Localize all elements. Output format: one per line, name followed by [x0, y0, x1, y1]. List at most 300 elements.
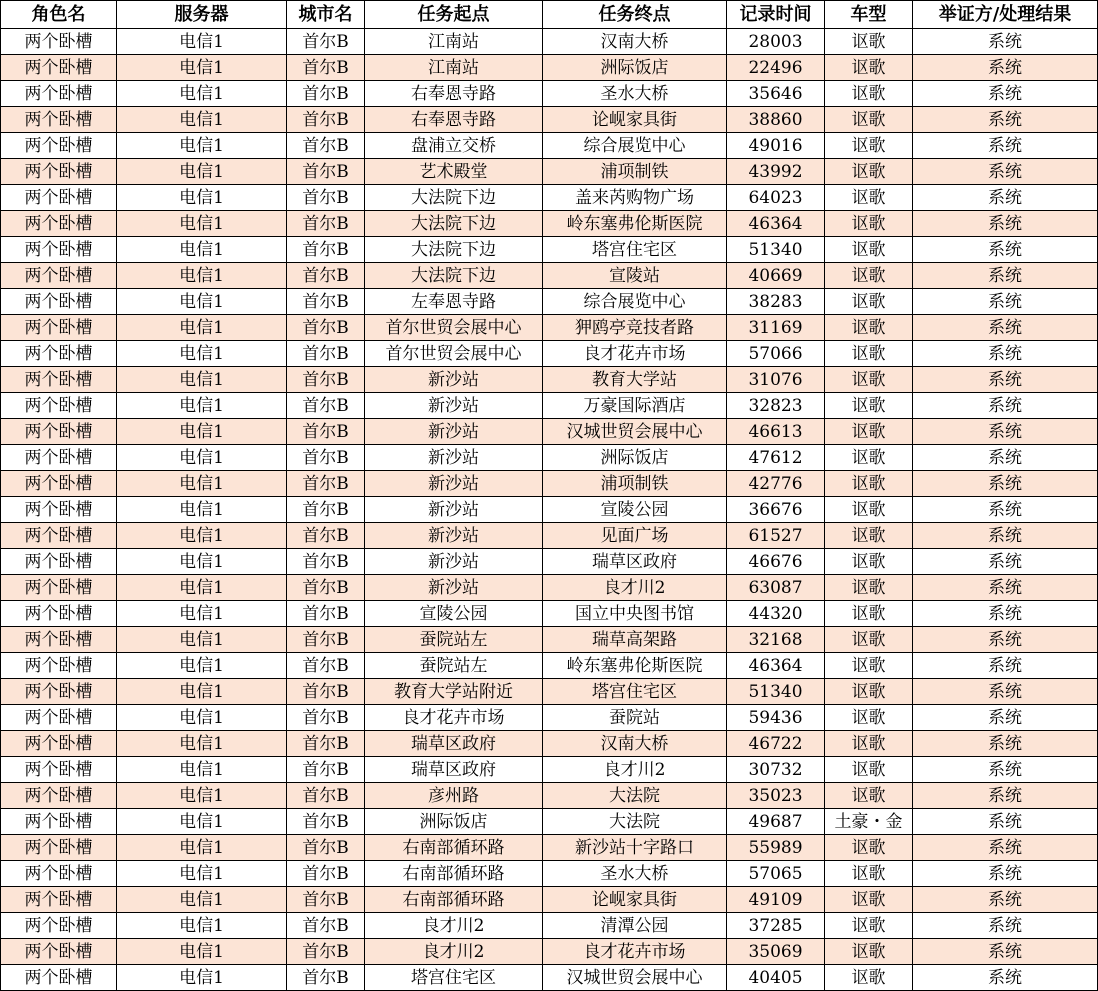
- cell-vehicle[interactable]: 讴歌: [825, 393, 913, 419]
- cell-record-time[interactable]: 38860: [727, 107, 825, 133]
- cell-vehicle[interactable]: 讴歌: [825, 367, 913, 393]
- table-row[interactable]: [1, 471, 1098, 497]
- col-header-start[interactable]: 任务起点: [365, 1, 543, 29]
- cell-role-name[interactable]: 两个卧槽: [1, 315, 117, 341]
- cell-vehicle[interactable]: 讴歌: [825, 679, 913, 705]
- cell-result[interactable]: 系统: [913, 783, 1098, 809]
- cell-server[interactable]: 电信1: [117, 705, 287, 731]
- cell-vehicle[interactable]: 讴歌: [825, 289, 913, 315]
- cell-result[interactable]: 系统: [913, 29, 1098, 55]
- cell-vehicle[interactable]: 讴歌: [825, 445, 913, 471]
- table-row[interactable]: [1, 445, 1098, 471]
- cell-vehicle[interactable]: 讴歌: [825, 497, 913, 523]
- cell-start[interactable]: 新沙站: [365, 575, 543, 601]
- cell-record-time[interactable]: 49109: [727, 887, 825, 913]
- cell-role-name[interactable]: 两个卧槽: [1, 159, 117, 185]
- cell-record-time[interactable]: 40405: [727, 965, 825, 991]
- cell-city[interactable]: 首尔B: [287, 965, 365, 991]
- cell-record-time[interactable]: 35069: [727, 939, 825, 965]
- cell-server[interactable]: 电信1: [117, 757, 287, 783]
- cell-start[interactable]: 良才川2: [365, 939, 543, 965]
- cell-role-name[interactable]: 两个卧槽: [1, 497, 117, 523]
- cell-role-name[interactable]: 两个卧槽: [1, 263, 117, 289]
- cell-start[interactable]: 新沙站: [365, 393, 543, 419]
- cell-result[interactable]: 系统: [913, 445, 1098, 471]
- cell-end[interactable]: 见面广场: [543, 523, 727, 549]
- cell-server[interactable]: 电信1: [117, 497, 287, 523]
- cell-end[interactable]: 新沙站十字路口: [543, 835, 727, 861]
- cell-start[interactable]: 蚕院站左: [365, 627, 543, 653]
- table-row[interactable]: [1, 237, 1098, 263]
- cell-result[interactable]: 系统: [913, 653, 1098, 679]
- cell-role-name[interactable]: 两个卧槽: [1, 341, 117, 367]
- cell-start[interactable]: 首尔世贸会展中心: [365, 315, 543, 341]
- cell-server[interactable]: 电信1: [117, 81, 287, 107]
- cell-result[interactable]: 系统: [913, 731, 1098, 757]
- cell-start[interactable]: 洲际饭店: [365, 809, 543, 835]
- table-row[interactable]: [1, 211, 1098, 237]
- cell-city[interactable]: 首尔B: [287, 705, 365, 731]
- cell-start[interactable]: 江南站: [365, 55, 543, 81]
- cell-end[interactable]: 论岘家具街: [543, 887, 727, 913]
- cell-vehicle[interactable]: 土豪・金: [825, 809, 913, 835]
- cell-result[interactable]: 系统: [913, 965, 1098, 991]
- cell-end[interactable]: 论岘家具街: [543, 107, 727, 133]
- cell-end[interactable]: 宣陵公园: [543, 497, 727, 523]
- cell-vehicle[interactable]: 讴歌: [825, 601, 913, 627]
- cell-end[interactable]: 瑞草高架路: [543, 627, 727, 653]
- cell-role-name[interactable]: 两个卧槽: [1, 731, 117, 757]
- cell-start[interactable]: 教育大学站附近: [365, 679, 543, 705]
- cell-city[interactable]: 首尔B: [287, 341, 365, 367]
- cell-start[interactable]: 塔宫住宅区: [365, 965, 543, 991]
- cell-vehicle[interactable]: 讴歌: [825, 705, 913, 731]
- cell-start[interactable]: 大法院下边: [365, 211, 543, 237]
- cell-server[interactable]: 电信1: [117, 55, 287, 81]
- cell-role-name[interactable]: 两个卧槽: [1, 289, 117, 315]
- cell-record-time[interactable]: 46364: [727, 653, 825, 679]
- cell-vehicle[interactable]: 讴歌: [825, 107, 913, 133]
- cell-city[interactable]: 首尔B: [287, 159, 365, 185]
- col-header-role-name[interactable]: 角色名: [1, 1, 117, 29]
- cell-end[interactable]: 良才花卉市场: [543, 939, 727, 965]
- cell-vehicle[interactable]: 讴歌: [825, 835, 913, 861]
- cell-end[interactable]: 大法院: [543, 783, 727, 809]
- cell-record-time[interactable]: 35023: [727, 783, 825, 809]
- cell-server[interactable]: 电信1: [117, 523, 287, 549]
- cell-vehicle[interactable]: 讴歌: [825, 471, 913, 497]
- cell-role-name[interactable]: 两个卧槽: [1, 575, 117, 601]
- cell-role-name[interactable]: 两个卧槽: [1, 601, 117, 627]
- table-row[interactable]: [1, 653, 1098, 679]
- table-row[interactable]: [1, 523, 1098, 549]
- cell-server[interactable]: 电信1: [117, 367, 287, 393]
- cell-server[interactable]: 电信1: [117, 861, 287, 887]
- cell-start[interactable]: 新沙站: [365, 549, 543, 575]
- cell-server[interactable]: 电信1: [117, 159, 287, 185]
- cell-record-time[interactable]: 35646: [727, 81, 825, 107]
- cell-result[interactable]: 系统: [913, 419, 1098, 445]
- cell-city[interactable]: 首尔B: [287, 263, 365, 289]
- table-row[interactable]: [1, 835, 1098, 861]
- cell-city[interactable]: 首尔B: [287, 289, 365, 315]
- cell-result[interactable]: 系统: [913, 367, 1098, 393]
- cell-start[interactable]: 右奉恩寺路: [365, 107, 543, 133]
- cell-record-time[interactable]: 32823: [727, 393, 825, 419]
- cell-result[interactable]: 系统: [913, 315, 1098, 341]
- table-row[interactable]: [1, 263, 1098, 289]
- cell-city[interactable]: 首尔B: [287, 861, 365, 887]
- cell-end[interactable]: 教育大学站: [543, 367, 727, 393]
- cell-start[interactable]: 新沙站: [365, 523, 543, 549]
- cell-result[interactable]: 系统: [913, 705, 1098, 731]
- cell-start[interactable]: 大法院下边: [365, 185, 543, 211]
- cell-result[interactable]: 系统: [913, 133, 1098, 159]
- cell-vehicle[interactable]: 讴歌: [825, 523, 913, 549]
- cell-vehicle[interactable]: 讴歌: [825, 341, 913, 367]
- cell-end[interactable]: 洲际饭店: [543, 445, 727, 471]
- cell-vehicle[interactable]: 讴歌: [825, 133, 913, 159]
- cell-vehicle[interactable]: 讴歌: [825, 211, 913, 237]
- cell-server[interactable]: 电信1: [117, 549, 287, 575]
- cell-start[interactable]: 新沙站: [365, 419, 543, 445]
- cell-server[interactable]: 电信1: [117, 289, 287, 315]
- cell-city[interactable]: 首尔B: [287, 887, 365, 913]
- cell-vehicle[interactable]: 讴歌: [825, 913, 913, 939]
- cell-server[interactable]: 电信1: [117, 939, 287, 965]
- cell-end[interactable]: 岭东塞弗伦斯医院: [543, 653, 727, 679]
- cell-result[interactable]: 系统: [913, 939, 1098, 965]
- cell-server[interactable]: 电信1: [117, 965, 287, 991]
- cell-end[interactable]: 塔宫住宅区: [543, 679, 727, 705]
- cell-server[interactable]: 电信1: [117, 679, 287, 705]
- cell-start[interactable]: 良才花卉市场: [365, 705, 543, 731]
- cell-role-name[interactable]: 两个卧槽: [1, 445, 117, 471]
- cell-result[interactable]: 系统: [913, 237, 1098, 263]
- cell-start[interactable]: 新沙站: [365, 497, 543, 523]
- cell-server[interactable]: 电信1: [117, 731, 287, 757]
- cell-server[interactable]: 电信1: [117, 393, 287, 419]
- cell-role-name[interactable]: 两个卧槽: [1, 185, 117, 211]
- cell-record-time[interactable]: 31169: [727, 315, 825, 341]
- cell-end[interactable]: 良才川2: [543, 757, 727, 783]
- cell-role-name[interactable]: 两个卧槽: [1, 29, 117, 55]
- cell-server[interactable]: 电信1: [117, 419, 287, 445]
- cell-record-time[interactable]: 44320: [727, 601, 825, 627]
- cell-vehicle[interactable]: 讴歌: [825, 731, 913, 757]
- cell-role-name[interactable]: 两个卧槽: [1, 81, 117, 107]
- cell-city[interactable]: 首尔B: [287, 393, 365, 419]
- cell-start[interactable]: 大法院下边: [365, 237, 543, 263]
- cell-end[interactable]: 汉城世贸会展中心: [543, 965, 727, 991]
- cell-server[interactable]: 电信1: [117, 471, 287, 497]
- cell-city[interactable]: 首尔B: [287, 757, 365, 783]
- cell-role-name[interactable]: 两个卧槽: [1, 55, 117, 81]
- cell-start[interactable]: 新沙站: [365, 367, 543, 393]
- cell-vehicle[interactable]: 讴歌: [825, 627, 913, 653]
- cell-role-name[interactable]: 两个卧槽: [1, 965, 117, 991]
- cell-server[interactable]: 电信1: [117, 601, 287, 627]
- cell-city[interactable]: 首尔B: [287, 315, 365, 341]
- cell-end[interactable]: 大法院: [543, 809, 727, 835]
- cell-record-time[interactable]: 43992: [727, 159, 825, 185]
- cell-city[interactable]: 首尔B: [287, 211, 365, 237]
- cell-result[interactable]: 系统: [913, 81, 1098, 107]
- cell-record-time[interactable]: 36676: [727, 497, 825, 523]
- cell-role-name[interactable]: 两个卧槽: [1, 237, 117, 263]
- cell-end[interactable]: 汉南大桥: [543, 731, 727, 757]
- cell-role-name[interactable]: 两个卧槽: [1, 913, 117, 939]
- cell-start[interactable]: 新沙站: [365, 445, 543, 471]
- table-row[interactable]: [1, 81, 1098, 107]
- cell-city[interactable]: 首尔B: [287, 731, 365, 757]
- cell-vehicle[interactable]: 讴歌: [825, 965, 913, 991]
- table-row[interactable]: [1, 497, 1098, 523]
- cell-end[interactable]: 蚕院站: [543, 705, 727, 731]
- cell-server[interactable]: 电信1: [117, 913, 287, 939]
- cell-city[interactable]: 首尔B: [287, 185, 365, 211]
- cell-record-time[interactable]: 42776: [727, 471, 825, 497]
- cell-result[interactable]: 系统: [913, 549, 1098, 575]
- cell-role-name[interactable]: 两个卧槽: [1, 835, 117, 861]
- table-row[interactable]: [1, 133, 1098, 159]
- cell-result[interactable]: 系统: [913, 679, 1098, 705]
- cell-record-time[interactable]: 51340: [727, 237, 825, 263]
- cell-result[interactable]: 系统: [913, 601, 1098, 627]
- cell-server[interactable]: 电信1: [117, 133, 287, 159]
- cell-vehicle[interactable]: 讴歌: [825, 237, 913, 263]
- cell-record-time[interactable]: 51340: [727, 679, 825, 705]
- cell-city[interactable]: 首尔B: [287, 523, 365, 549]
- cell-record-time[interactable]: 28003: [727, 29, 825, 55]
- cell-vehicle[interactable]: 讴歌: [825, 315, 913, 341]
- table-row[interactable]: [1, 575, 1098, 601]
- cell-vehicle[interactable]: 讴歌: [825, 939, 913, 965]
- cell-city[interactable]: 首尔B: [287, 237, 365, 263]
- cell-role-name[interactable]: 两个卧槽: [1, 471, 117, 497]
- table-row[interactable]: [1, 809, 1098, 835]
- cell-result[interactable]: 系统: [913, 575, 1098, 601]
- cell-result[interactable]: 系统: [913, 471, 1098, 497]
- table-row[interactable]: [1, 289, 1098, 315]
- col-header-server[interactable]: 服务器: [117, 1, 287, 29]
- col-header-result[interactable]: 举证方/处理结果: [913, 1, 1098, 29]
- cell-role-name[interactable]: 两个卧槽: [1, 861, 117, 887]
- cell-record-time[interactable]: 64023: [727, 185, 825, 211]
- cell-result[interactable]: 系统: [913, 809, 1098, 835]
- cell-result[interactable]: 系统: [913, 289, 1098, 315]
- cell-vehicle[interactable]: 讴歌: [825, 575, 913, 601]
- cell-role-name[interactable]: 两个卧槽: [1, 783, 117, 809]
- table-row[interactable]: [1, 341, 1098, 367]
- cell-city[interactable]: 首尔B: [287, 445, 365, 471]
- table-row[interactable]: [1, 731, 1098, 757]
- cell-city[interactable]: 首尔B: [287, 835, 365, 861]
- cell-record-time[interactable]: 46613: [727, 419, 825, 445]
- table-row[interactable]: [1, 783, 1098, 809]
- cell-record-time[interactable]: 49687: [727, 809, 825, 835]
- cell-record-time[interactable]: 59436: [727, 705, 825, 731]
- cell-end[interactable]: 洲际饭店: [543, 55, 727, 81]
- cell-result[interactable]: 系统: [913, 185, 1098, 211]
- cell-server[interactable]: 电信1: [117, 185, 287, 211]
- cell-role-name[interactable]: 两个卧槽: [1, 705, 117, 731]
- cell-start[interactable]: 宣陵公园: [365, 601, 543, 627]
- cell-server[interactable]: 电信1: [117, 783, 287, 809]
- cell-server[interactable]: 电信1: [117, 341, 287, 367]
- cell-server[interactable]: 电信1: [117, 263, 287, 289]
- table-row[interactable]: [1, 679, 1098, 705]
- cell-role-name[interactable]: 两个卧槽: [1, 887, 117, 913]
- cell-start[interactable]: 首尔世贸会展中心: [365, 341, 543, 367]
- table-row[interactable]: [1, 549, 1098, 575]
- table-row[interactable]: [1, 861, 1098, 887]
- cell-end[interactable]: 圣水大桥: [543, 81, 727, 107]
- cell-vehicle[interactable]: 讴歌: [825, 757, 913, 783]
- cell-city[interactable]: 首尔B: [287, 653, 365, 679]
- cell-result[interactable]: 系统: [913, 211, 1098, 237]
- cell-city[interactable]: 首尔B: [287, 107, 365, 133]
- cell-city[interactable]: 首尔B: [287, 601, 365, 627]
- cell-server[interactable]: 电信1: [117, 887, 287, 913]
- cell-server[interactable]: 电信1: [117, 653, 287, 679]
- cell-start[interactable]: 大法院下边: [365, 263, 543, 289]
- cell-vehicle[interactable]: 讴歌: [825, 419, 913, 445]
- cell-result[interactable]: 系统: [913, 55, 1098, 81]
- cell-start[interactable]: 艺术殿堂: [365, 159, 543, 185]
- col-header-record-time[interactable]: 记录时间: [727, 1, 825, 29]
- cell-end[interactable]: 清潭公园: [543, 913, 727, 939]
- cell-record-time[interactable]: 32168: [727, 627, 825, 653]
- cell-record-time[interactable]: 37285: [727, 913, 825, 939]
- cell-result[interactable]: 系统: [913, 887, 1098, 913]
- cell-record-time[interactable]: 46676: [727, 549, 825, 575]
- cell-city[interactable]: 首尔B: [287, 367, 365, 393]
- cell-record-time[interactable]: 55989: [727, 835, 825, 861]
- table-row[interactable]: [1, 159, 1098, 185]
- table-row[interactable]: [1, 185, 1098, 211]
- cell-city[interactable]: 首尔B: [287, 133, 365, 159]
- table-row[interactable]: [1, 627, 1098, 653]
- cell-end[interactable]: 综合展览中心: [543, 289, 727, 315]
- cell-role-name[interactable]: 两个卧槽: [1, 393, 117, 419]
- cell-end[interactable]: 综合展览中心: [543, 133, 727, 159]
- cell-role-name[interactable]: 两个卧槽: [1, 653, 117, 679]
- cell-end[interactable]: 汉南大桥: [543, 29, 727, 55]
- cell-result[interactable]: 系统: [913, 835, 1098, 861]
- cell-role-name[interactable]: 两个卧槽: [1, 367, 117, 393]
- cell-start[interactable]: 瑞草区政府: [365, 757, 543, 783]
- col-header-vehicle[interactable]: 车型: [825, 1, 913, 29]
- cell-result[interactable]: 系统: [913, 861, 1098, 887]
- table-row[interactable]: [1, 887, 1098, 913]
- cell-record-time[interactable]: 46364: [727, 211, 825, 237]
- cell-role-name[interactable]: 两个卧槽: [1, 679, 117, 705]
- cell-city[interactable]: 首尔B: [287, 913, 365, 939]
- cell-vehicle[interactable]: 讴歌: [825, 263, 913, 289]
- cell-role-name[interactable]: 两个卧槽: [1, 419, 117, 445]
- cell-result[interactable]: 系统: [913, 497, 1098, 523]
- cell-role-name[interactable]: 两个卧槽: [1, 523, 117, 549]
- cell-result[interactable]: 系统: [913, 523, 1098, 549]
- cell-city[interactable]: 首尔B: [287, 783, 365, 809]
- cell-role-name[interactable]: 两个卧槽: [1, 133, 117, 159]
- table-row[interactable]: [1, 705, 1098, 731]
- cell-result[interactable]: 系统: [913, 393, 1098, 419]
- cell-record-time[interactable]: 57066: [727, 341, 825, 367]
- cell-result[interactable]: 系统: [913, 627, 1098, 653]
- cell-vehicle[interactable]: 讴歌: [825, 185, 913, 211]
- cell-end[interactable]: 塔宫住宅区: [543, 237, 727, 263]
- cell-server[interactable]: 电信1: [117, 107, 287, 133]
- cell-record-time[interactable]: 61527: [727, 523, 825, 549]
- table-row[interactable]: [1, 939, 1098, 965]
- cell-role-name[interactable]: 两个卧槽: [1, 107, 117, 133]
- cell-city[interactable]: 首尔B: [287, 809, 365, 835]
- cell-start[interactable]: 蚕院站左: [365, 653, 543, 679]
- cell-city[interactable]: 首尔B: [287, 29, 365, 55]
- cell-vehicle[interactable]: 讴歌: [825, 783, 913, 809]
- cell-start[interactable]: 左奉恩寺路: [365, 289, 543, 315]
- cell-start[interactable]: 彦州路: [365, 783, 543, 809]
- cell-end[interactable]: 浦项制铁: [543, 471, 727, 497]
- table-row[interactable]: [1, 55, 1098, 81]
- cell-role-name[interactable]: 两个卧槽: [1, 211, 117, 237]
- cell-role-name[interactable]: 两个卧槽: [1, 627, 117, 653]
- cell-city[interactable]: 首尔B: [287, 471, 365, 497]
- cell-city[interactable]: 首尔B: [287, 419, 365, 445]
- cell-end[interactable]: 盖来芮购物广场: [543, 185, 727, 211]
- cell-end[interactable]: 狎鸥亭竞技者路: [543, 315, 727, 341]
- table-row[interactable]: [1, 29, 1098, 55]
- cell-record-time[interactable]: 40669: [727, 263, 825, 289]
- cell-city[interactable]: 首尔B: [287, 81, 365, 107]
- cell-server[interactable]: 电信1: [117, 315, 287, 341]
- cell-start[interactable]: 右南部循环路: [365, 861, 543, 887]
- table-row[interactable]: [1, 419, 1098, 445]
- cell-end[interactable]: 良才花卉市场: [543, 341, 727, 367]
- cell-end[interactable]: 岭东塞弗伦斯医院: [543, 211, 727, 237]
- cell-city[interactable]: 首尔B: [287, 549, 365, 575]
- cell-record-time[interactable]: 46722: [727, 731, 825, 757]
- cell-end[interactable]: 万豪国际酒店: [543, 393, 727, 419]
- cell-record-time[interactable]: 22496: [727, 55, 825, 81]
- cell-result[interactable]: 系统: [913, 159, 1098, 185]
- cell-server[interactable]: 电信1: [117, 835, 287, 861]
- cell-record-time[interactable]: 38283: [727, 289, 825, 315]
- table-row[interactable]: [1, 757, 1098, 783]
- table-row[interactable]: [1, 601, 1098, 627]
- cell-role-name[interactable]: 两个卧槽: [1, 939, 117, 965]
- cell-record-time[interactable]: 30732: [727, 757, 825, 783]
- cell-city[interactable]: 首尔B: [287, 575, 365, 601]
- cell-result[interactable]: 系统: [913, 263, 1098, 289]
- cell-server[interactable]: 电信1: [117, 445, 287, 471]
- cell-city[interactable]: 首尔B: [287, 55, 365, 81]
- table-row[interactable]: [1, 367, 1098, 393]
- table-row[interactable]: [1, 107, 1098, 133]
- cell-record-time[interactable]: 57065: [727, 861, 825, 887]
- cell-end[interactable]: 良才川2: [543, 575, 727, 601]
- cell-vehicle[interactable]: 讴歌: [825, 653, 913, 679]
- cell-record-time[interactable]: 49016: [727, 133, 825, 159]
- cell-vehicle[interactable]: 讴歌: [825, 81, 913, 107]
- cell-start[interactable]: 盘浦立交桥: [365, 133, 543, 159]
- col-header-end[interactable]: 任务终点: [543, 1, 727, 29]
- cell-city[interactable]: 首尔B: [287, 627, 365, 653]
- cell-start[interactable]: 瑞草区政府: [365, 731, 543, 757]
- table-row[interactable]: [1, 393, 1098, 419]
